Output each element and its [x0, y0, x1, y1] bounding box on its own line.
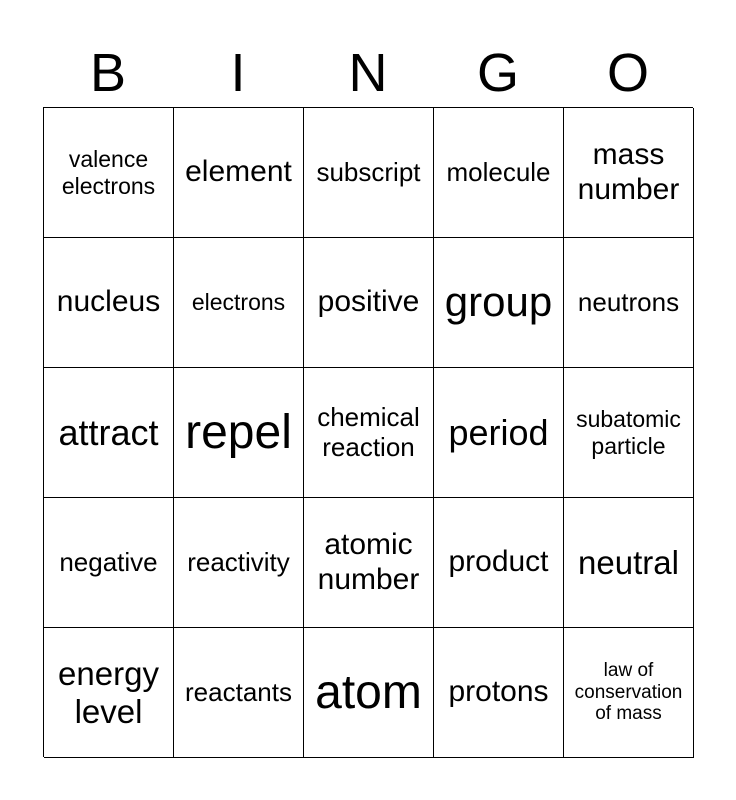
bingo-cell[interactable] [174, 238, 304, 368]
cell-label: protons [448, 675, 549, 709]
bingo-cell[interactable] [44, 108, 174, 238]
bingo-cell[interactable] [434, 498, 564, 628]
cell-label: valence electrons [61, 146, 156, 199]
bingo-cell[interactable] [304, 238, 434, 368]
cell-label: group [444, 278, 553, 326]
bingo-header [43, 40, 693, 106]
cell-label: element [185, 155, 292, 189]
header-letter-g: G [476, 43, 519, 103]
cell-label: neutrons [577, 286, 680, 317]
bingo-cell[interactable] [44, 498, 174, 628]
header-letter-i: I [230, 43, 246, 103]
bingo-cell[interactable] [304, 628, 434, 758]
cell-label: reactants [185, 676, 292, 707]
cell-label: repel [185, 405, 292, 459]
cell-label: attract [58, 411, 159, 453]
bingo-cell[interactable] [434, 108, 564, 238]
bingo-cell[interactable] [304, 498, 434, 628]
cell-label: electrons [191, 289, 286, 316]
cell-label: period [448, 411, 549, 453]
cell-label: molecule [446, 156, 551, 187]
bingo-cell[interactable] [564, 628, 694, 758]
bingo-cell[interactable] [564, 368, 694, 498]
bingo-cell[interactable] [174, 498, 304, 628]
bingo-cell[interactable] [564, 498, 694, 628]
bingo-cell[interactable] [174, 368, 304, 498]
bingo-cell[interactable] [564, 108, 694, 238]
cell-label: atomic number [317, 528, 420, 596]
cell-label: subscript [316, 156, 421, 187]
header-letter-b: B [89, 43, 127, 103]
cell-label: law of conservation of mass [574, 659, 683, 725]
header-letter-n: N [348, 43, 388, 103]
cell-label: nucleus [56, 285, 161, 319]
cell-label: neutral [578, 543, 679, 581]
cell-label: chemical reaction [317, 401, 420, 462]
bingo-cell[interactable] [44, 368, 174, 498]
bingo-cell[interactable] [174, 108, 304, 238]
cell-label: mass number [577, 138, 680, 206]
bingo-cell[interactable] [44, 238, 174, 368]
cell-label: atom [315, 665, 422, 719]
bingo-cell[interactable] [44, 628, 174, 758]
cell-label: energy level [58, 654, 159, 730]
bingo-cell[interactable] [174, 628, 304, 758]
cell-label: positive [317, 285, 420, 319]
cell-label: product [448, 545, 549, 579]
cell-label: negative [59, 546, 158, 577]
cell-label: reactivity [187, 546, 290, 577]
bingo-cell[interactable] [434, 238, 564, 368]
bingo-board [43, 107, 693, 757]
bingo-cell[interactable] [434, 628, 564, 758]
header-letter-o: O [606, 43, 649, 103]
bingo-cell[interactable] [434, 368, 564, 498]
cell-label: subatomic particle [576, 406, 681, 459]
bingo-cell[interactable] [304, 368, 434, 498]
bingo-cell[interactable] [304, 108, 434, 238]
bingo-cell[interactable] [564, 238, 694, 368]
